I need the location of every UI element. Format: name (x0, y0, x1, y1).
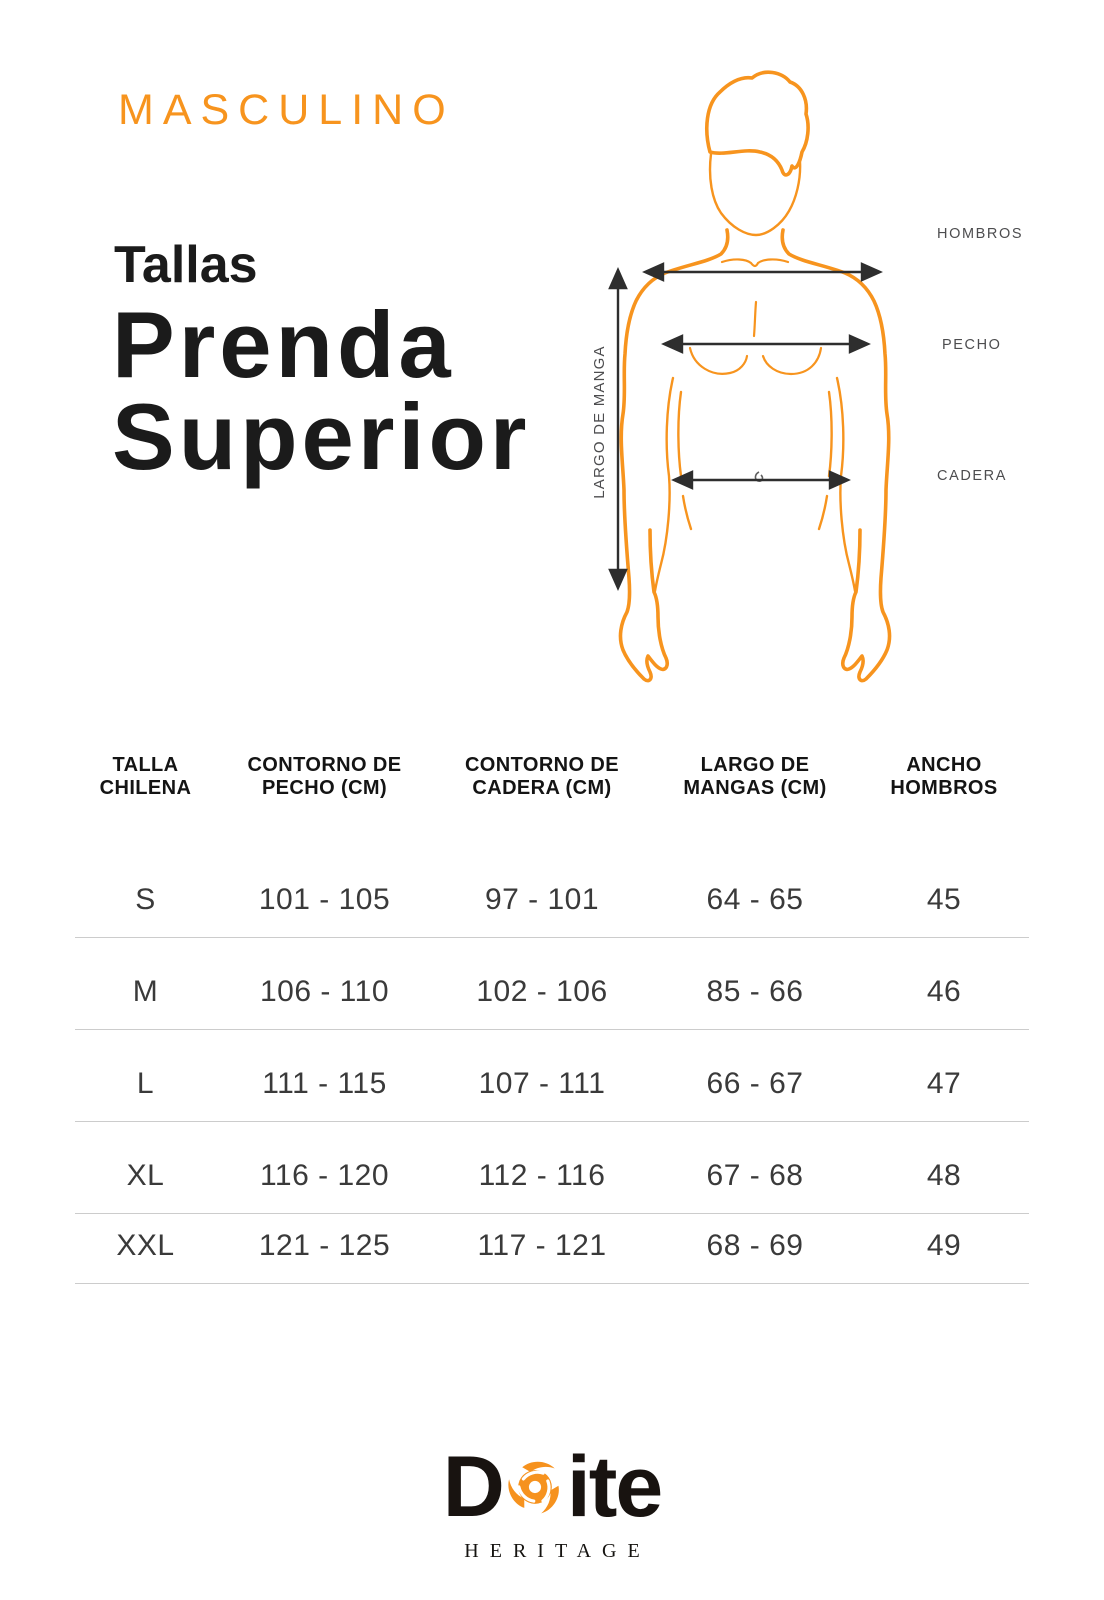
cell-chest: 111 - 115 (262, 1067, 387, 1100)
cell-sleeve: 64 - 65 (706, 883, 804, 916)
table-row-m (75, 938, 1029, 1030)
sleeve-length-label: LARGO DE MANGA (591, 345, 608, 499)
gender-eyebrow: MASCULINO (118, 86, 455, 134)
column-header-hombros: ANCHO HOMBROS (890, 754, 998, 799)
column-header-cadera: CONTORNO DE CADERA (CM) (464, 754, 620, 799)
brand-wordmark (0, 1439, 1104, 1535)
cell-size: XL (126, 1159, 165, 1192)
cell-chest: 106 - 110 (259, 975, 390, 1008)
cell-shoulder: 47 (926, 1067, 962, 1100)
cell-sleeve: 85 - 66 (706, 975, 804, 1008)
cell-hip: 112 - 116 (478, 1159, 606, 1192)
cell-sleeve: 68 - 69 (706, 1229, 804, 1262)
hip-label: CADERA (937, 468, 1008, 484)
page-title-line2: Superior (112, 384, 531, 489)
size-table-body (75, 846, 1029, 1284)
cell-shoulder: 49 (926, 1229, 962, 1262)
cell-hip: 102 - 106 (476, 975, 608, 1008)
cell-size: S (135, 883, 156, 916)
table-row-xxl (75, 1214, 1029, 1284)
page-title (112, 292, 531, 489)
chest-details (690, 259, 821, 374)
table-row-l (75, 1030, 1029, 1122)
cell-sleeve: 66 - 67 (706, 1067, 804, 1100)
brand-letters-ite: ite (566, 1439, 662, 1535)
table-row-xl (75, 1122, 1029, 1214)
brand-letter-d: D (442, 1439, 503, 1535)
cell-size: M (132, 975, 159, 1008)
cell-chest: 116 - 120 (259, 1159, 390, 1192)
cell-hip: 117 - 121 (477, 1229, 607, 1262)
cell-shoulder: 48 (926, 1159, 962, 1192)
shoulders-label: HOMBROS (937, 226, 1024, 242)
size-table-header (75, 754, 1029, 800)
cell-sleeve: 67 - 68 (706, 1159, 804, 1192)
column-header-pecho: CONTORNO DE PECHO (CM) (247, 754, 402, 799)
page-title-line1: Prenda (112, 292, 455, 397)
face-outline (710, 154, 800, 235)
male-torso-illustration (560, 60, 1020, 690)
hair-outline (707, 72, 808, 175)
cell-shoulder: 46 (926, 975, 962, 1008)
cell-hip: 107 - 111 (478, 1067, 606, 1100)
body-measurement-figure (560, 60, 1020, 690)
brand-swirl-icon (506, 1458, 564, 1516)
column-header-talla: TALLA CHILENA (99, 754, 192, 799)
cell-size: XXL (116, 1229, 175, 1262)
cell-chest: 101 - 105 (258, 883, 391, 916)
column-header-mangas: LARGO DE MANGAS (CM) (683, 754, 827, 799)
chest-label: PECHO (942, 337, 1002, 353)
cell-size: L (136, 1067, 155, 1100)
left-arm-outline (620, 230, 727, 681)
page-title-small: Tallas (114, 236, 258, 294)
brand-logo (0, 1439, 1104, 1563)
cell-hip: 97 - 101 (484, 883, 600, 916)
cell-chest: 121 - 125 (258, 1229, 391, 1262)
table-row-s (75, 846, 1029, 938)
right-arm-outline (782, 230, 889, 681)
brand-subtitle: HERITAGE (464, 1540, 651, 1562)
cell-shoulder: 45 (926, 883, 962, 916)
